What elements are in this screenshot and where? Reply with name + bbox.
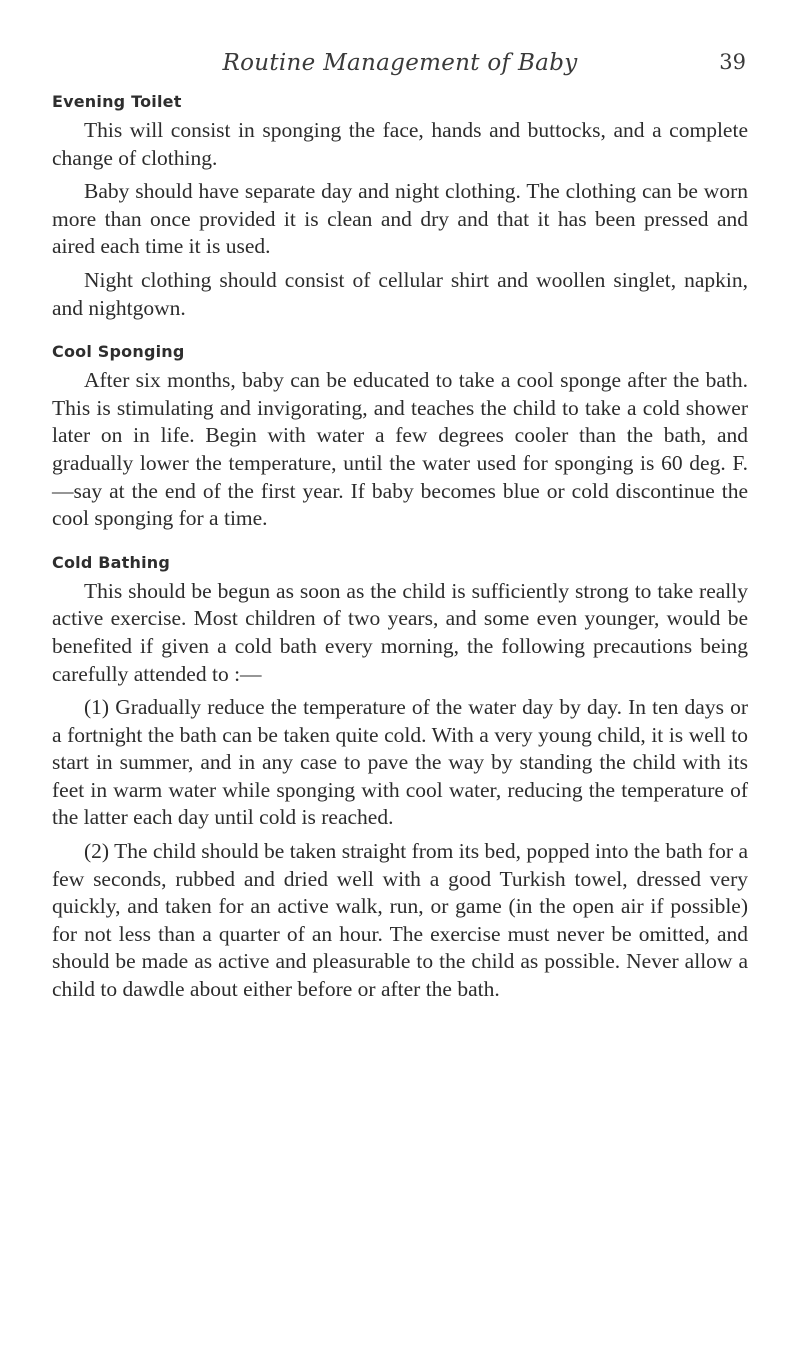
paragraph: This will consist in sponging the face, hands and buttocks, and a complete change of clothing. <box>52 118 748 170</box>
numbered-paragraph: (2) The child should be taken straight from its bed, popped into the bath for a few seconds, rubbed and dried well with a good Turkish towel, dressed very quickly, and taken for an active walk, run, or game (in the open air if possible) for not less than a quarter of an hour. The exercise must never be omitted, and should be made as active and pleasurable to the child as possible. Never allow a child to dawdle about either before or after the bath. <box>52 839 748 1002</box>
page-number: 39 <box>719 50 746 74</box>
running-header <box>52 0 748 84</box>
book-page <box>52 0 748 1024</box>
section-heading: Evening Toilet <box>52 92 182 111</box>
section-cold-bathing <box>52 553 748 1004</box>
section-evening-toilet <box>52 92 748 322</box>
paragraph: This should be begun as soon as the child is sufficiently strong to take really active exercise. Most children of two years, and some even younger, would be benefited if given a cold bath every morning, the following precautions being carefully attended to :— <box>52 578 748 686</box>
section-heading: Cool Sponging <box>52 342 185 362</box>
section-heading: Cold Bathing <box>52 552 171 572</box>
paragraph: Baby should have separate day and night clothing. The clothing can be worn more than once provided it is clean and dry and that it has been pressed and aired each time it is used. <box>52 179 748 259</box>
running-title: Routine Management of Baby <box>222 50 578 76</box>
section-cool-sponging <box>52 342 748 533</box>
paragraph: Night clothing should consist of cellular shirt and woollen singlet, napkin, and nightgown. <box>52 267 748 320</box>
numbered-paragraph: (1) Gradually reduce the temperature of the water day by day. In ten days or a fortnight the bath can be taken quite cold. With a very young child, it is well to start in summer, and in any case to pave the way by standing the child with its feet in warm water while sponging with cool water, reducing the temperature of the latter each day until cold is reached. <box>52 695 748 830</box>
paragraph: After six months, baby can be educated to take a cool sponge after the bath. This is stimulating and invigorating, and teaches the child to take a cold shower later on in life. Begin with water a few degrees cooler than the bath, and gradually lower the temperature, until the water used for sponging is 60 deg. F.—say at the end of the first year. If baby becomes blue or cold discontinue the cool sponging for a time. <box>52 368 748 531</box>
